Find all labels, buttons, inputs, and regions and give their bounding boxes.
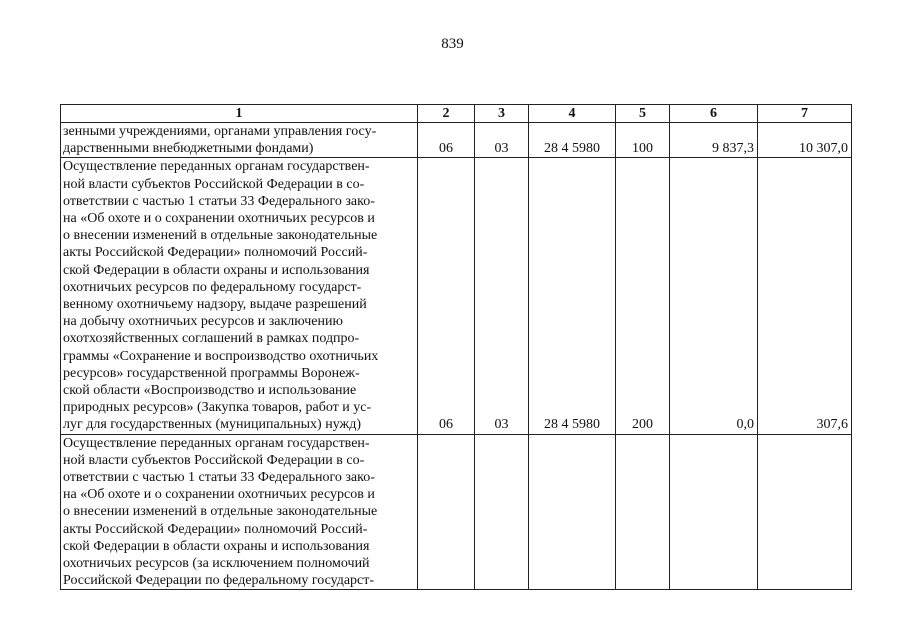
description-line: Осуществление переданных органам государствен-	[63, 435, 370, 451]
description-line: природных ресурсов» (Закупка товаров, работ и ус-	[63, 400, 372, 416]
cell-sum-2: 10 307,0	[758, 123, 852, 158]
column-header-1: 1	[61, 105, 418, 123]
description-line: венному охотничьему надзору, выдаче разрешений	[63, 297, 367, 313]
description-line: луг для государственных (муниципальных) нужд)	[63, 417, 361, 433]
cell-rz: 06	[418, 158, 475, 434]
budget-table	[60, 104, 852, 590]
column-header-4: 4	[529, 105, 616, 123]
row-description	[61, 123, 418, 158]
column-header-6: 6	[670, 105, 758, 123]
cell-pr: 03	[475, 158, 529, 434]
cell-csr	[529, 434, 616, 590]
cell-rz	[418, 434, 475, 590]
cell-sum-1: 0,0	[670, 158, 758, 434]
description-line: ответствии с частью 1 статьи 33 Федерального зако-	[63, 193, 375, 209]
column-header-5: 5	[616, 105, 670, 123]
description-line: о внесении изменений в отдельные законодательные	[63, 504, 378, 520]
cell-vr: 100	[616, 123, 670, 158]
description-line: на «Об охоте и о сохранении охотничьих ресурсов и	[63, 211, 375, 227]
description-line: на «Об охоте и о сохранении охотничьих ресурсов и	[63, 487, 375, 503]
description-line: охотхозяйственных соглашений в рамках подпро-	[63, 331, 360, 347]
description-line: ской области «Воспроизводство и использование	[63, 383, 357, 399]
description-line: Осуществление переданных органам государствен-	[63, 159, 370, 175]
description-line: дарственными внебюджетными фондами)	[63, 141, 314, 157]
column-header-3: 3	[475, 105, 529, 123]
cell-rz: 06	[418, 123, 475, 158]
table-row	[61, 434, 852, 590]
cell-sum-1	[670, 434, 758, 590]
description-line: ресурсов» государственной программы Воронеж-	[63, 365, 360, 381]
table-row	[61, 123, 852, 158]
description-line: о внесении изменений в отдельные законодательные	[63, 228, 378, 244]
description-line: акты Российской Федерации» полномочий Россий-	[63, 521, 368, 537]
cell-pr	[475, 434, 529, 590]
cell-vr	[616, 434, 670, 590]
cell-sum-1: 9 837,3	[670, 123, 758, 158]
cell-vr: 200	[616, 158, 670, 434]
cell-csr: 28 4 5980	[529, 123, 616, 158]
description-line: ной власти субъектов Российской Федерации в со-	[63, 176, 365, 192]
description-line: охотничьих ресурсов (за исключением полномочий	[63, 556, 370, 572]
page-number: 839	[441, 36, 464, 52]
cell-pr: 03	[475, 123, 529, 158]
description-line: граммы «Сохранение и воспроизводство охотничьих	[63, 348, 379, 364]
description-line: на добычу охотничьих ресурсов и заключению	[63, 314, 343, 330]
cell-sum-2	[758, 434, 852, 590]
column-header-2: 2	[418, 105, 475, 123]
description-line: Российской Федерации по федеральному государст-	[63, 573, 375, 589]
description-line: акты Российской Федерации» полномочий Россий-	[63, 245, 368, 261]
table-row	[61, 158, 852, 434]
description-line: ской Федерации в области охраны и использования	[63, 262, 370, 278]
row-description	[61, 158, 418, 434]
header-row	[61, 105, 852, 123]
cell-csr: 28 4 5980	[529, 158, 616, 434]
description-line: зенными учреждениями, органами управления госу-	[63, 124, 377, 139]
row-description	[61, 434, 418, 590]
cell-sum-2: 307,6	[758, 158, 852, 434]
description-line: охотничьих ресурсов по федеральному государст-	[63, 279, 362, 295]
description-line: ской Федерации в области охраны и использования	[63, 538, 370, 554]
description-line: ответствии с частью 1 статьи 33 Федерального зако-	[63, 470, 375, 486]
column-header-7: 7	[758, 105, 852, 123]
description-line: ной власти субъектов Российской Федерации в со-	[63, 452, 365, 468]
